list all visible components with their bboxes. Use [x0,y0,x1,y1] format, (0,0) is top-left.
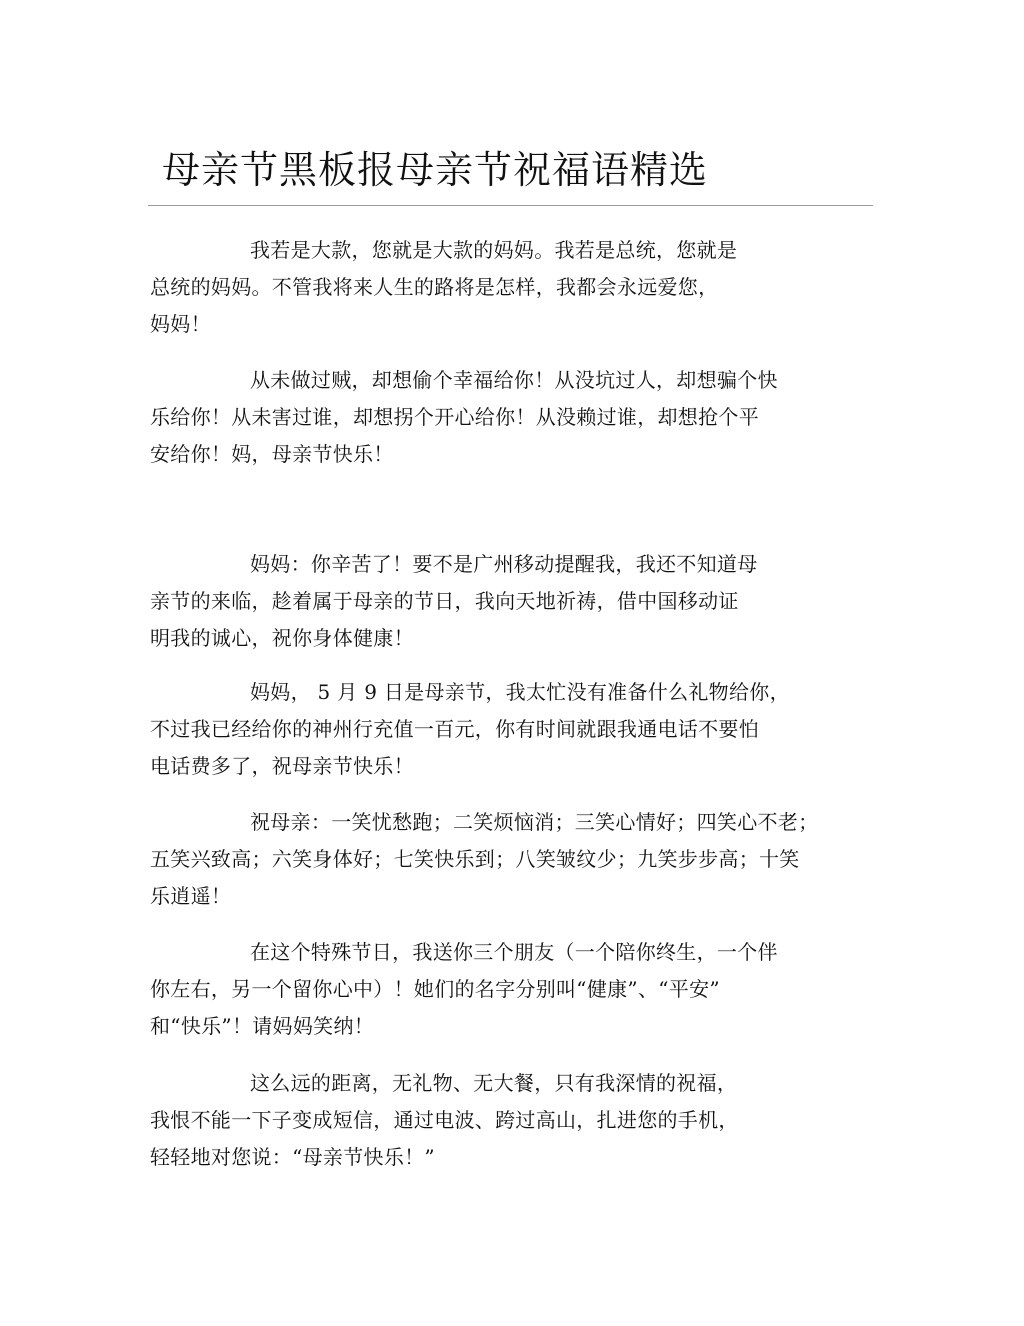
paragraph-1 [150,232,880,343]
paragraph-line: 乐逍遥！ [150,884,232,908]
paragraph-5 [150,804,880,915]
paragraph-line: 在这个特殊节日，我送你三个朋友（一个陪你终生，一个伴 [250,940,778,964]
paragraph-line: 妈妈， 5 月 9 日是母亲节，我太忙没有准备什么礼物给你， [250,680,790,704]
paragraph-line: 亲节的来临，趁着属于母亲的节日，我向天地祈祷，借中国移动证 [150,589,739,613]
paragraph-7 [150,1065,880,1176]
paragraph-line: 从未做过贼，却想偷个幸福给你！从没坑过人，却想骗个快 [250,368,778,392]
paragraph-line: 总统的妈妈。不管我将来人生的路将是怎样，我都会永远爱您， [150,275,719,299]
paragraph-line: 祝母亲：一笑忧愁跑；二笑烦恼消；三笑心情好；四笑心不老； [250,810,819,834]
paragraph-line: 这么远的距离，无礼物、无大餐，只有我深情的祝福， [250,1071,738,1095]
paragraph-line: 我若是大款，您就是大款的妈妈。我若是总统，您就是 [250,238,738,262]
paragraph-line: 妈妈！ [150,312,211,336]
paragraph-line: 我恨不能一下子变成短信，通过电波、跨过高山，扎进您的手机， [150,1108,739,1132]
paragraph-line: 明我的诚心，祝你身体健康！ [150,626,414,650]
paragraph-line: 电话费多了，祝母亲节快乐！ [150,754,414,778]
paragraph-line: 你左右，另一个留你心中）！她们的名字分别叫“健康”、“平安” [150,977,720,1001]
title-divider [148,205,873,206]
paragraph-line: 五笑兴致高；六笑身体好；七笑快乐到；八笑皱纹少；九笑步步高；十笑 [150,847,800,871]
page-title: 母亲节黑板报母亲节祝福语精选 [162,148,709,192]
paragraph-line: 和“快乐”！请妈妈笑纳！ [150,1014,375,1038]
paragraph-6 [150,934,880,1045]
paragraph-line: 轻轻地对您说：“母亲节快乐！” [150,1145,435,1169]
paragraph-line: 不过我已经给你的神州行充值一百元，你有时间就跟我通电话不要怕 [150,717,759,741]
paragraph-line: 乐给你！从未害过谁，却想拐个开心给你！从没赖过谁，却想抢个平 [150,405,759,429]
paragraph-3 [150,546,880,657]
paragraph-4 [150,674,880,785]
paragraph-line: 安给你！妈，母亲节快乐！ [150,442,394,466]
paragraph-line: 妈妈：你辛苦了！要不是广州移动提醒我，我还不知道母 [250,552,758,576]
paragraph-2 [150,362,880,473]
